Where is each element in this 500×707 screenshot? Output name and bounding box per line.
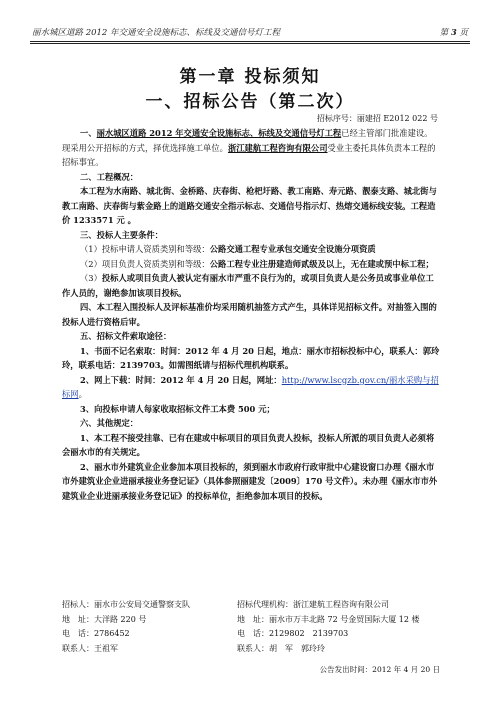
section-5-heading: 五、招标文件索取途径：: [80, 331, 172, 341]
requirement-1: （1）投标申请人资质类别和等级：公路交通工程专业承包交通安全设施分项资质: [80, 244, 376, 254]
owner-address: 大洋路 220 号: [94, 614, 147, 624]
section-3-heading: 三、投标人主要条件：: [80, 229, 163, 240]
project-name: 丽水城区道路 2012 年交通安全设施标志、标线及交通信号灯工程: [96, 128, 342, 138]
section-5-item-1: 1、书面不记名索取：时间：2012 年 4 月 20 日起，地点：丽水市招标投标中心，联系人：郭玲玲，联系电话：2139703。如需图纸请与招标代理机构联系。: [62, 345, 440, 370]
announcement-body: [62, 126, 440, 503]
contact-block: [62, 598, 460, 656]
document-number: 招标序号：丽建招 E2012 022 号: [316, 114, 438, 123]
agency-name: 浙江建航工程咨询有限公司: [227, 142, 328, 153]
download-link[interactable]: http://www.lscgzb.gov.cn/丽水采购与招标网: [62, 374, 439, 399]
section-4: 四、本工程入围投标人及评标基准价均采用随机抽签方式产生，具体详见招标文件。对抽签入围的投标人进行资格后审。: [62, 302, 437, 327]
agent-contact-person: 胡 军 郭玲玲: [269, 643, 325, 653]
header-rule-thin: [30, 43, 470, 44]
chapter-heading: 第一章 投标须知: [179, 67, 321, 87]
section-1: 一、丽水城区道路 2012 年交通安全设施标志、标线及交通信号灯工程已经主管部门批准建设。现采用公开招标的方式，择优选择施工单位。浙江建航工程咨询有限公司受业主委托具体负责本工程的招标事宜。: [62, 128, 436, 167]
section-2-body: 本工程为水南路、城北街、金桥路、庆春街、枪杷圩路、教工南路、寿元路、靓泰支路、城北街与教工南路、庆春街与紫金路上的道路交通安全指示标志、交通信号指示灯、热熔交通标线安装。工程造价 1233571 元 。: [62, 186, 437, 225]
requirement-2: （2）项目负责人资质类别和等级：公路工程专业注册建造师贰级及以上，无在建或预中标工程；: [80, 258, 434, 269]
owner-name: 丽水市公安局交通警察支队: [94, 600, 190, 609]
section-5-item-3: 3、向投标申请人每家收取招标文件工本费 500 元；: [80, 403, 275, 414]
agent-contact: 招标代理机构：浙江建航工程咨询有限公司 地 址：丽水市万丰北路 72 号金贸国际大厦 12 楼 电 话：2129802 2139703 联系人：胡 军 郭玲玲: [237, 600, 420, 653]
owner-contact-person: 王祖军: [94, 643, 118, 653]
section-2-heading: 二、工程概况：: [80, 171, 139, 182]
requirement-3: （3）投标人或项目负责人被认定有丽水市严重不良行为的，或项目负责人是公务员或事业单位工作人员的，谢绝参加该项目投标。: [62, 273, 434, 298]
section-6-heading: 六、其他规定：: [80, 418, 139, 428]
agent-phone: 2129802 2139703: [269, 629, 349, 638]
section-5-item-2: 2、网上下载：时间：2012 年 4 月 20 日起，网址：http://www.lscgzb.gov.cn/丽水采购与招标网。: [62, 374, 439, 399]
page-number: 第 3 页: [439, 28, 468, 38]
agent-address: 丽水市万丰北路 72 号金贸国际大厦 12 楼: [269, 614, 420, 624]
page-title: 一、招标公告（第二次）: [145, 92, 355, 112]
page-header: [32, 26, 468, 38]
section-6-item-1: 1、本工程不接受挂靠、已有在建或中标项目的项目负责人投标，投标人所派的项目负责人必须将会丽水市的有关规定。: [62, 432, 435, 457]
header-rule: [30, 41, 470, 42]
section-6-item-2: 2、丽水市外建筑业企业参加本项目投标的，须到丽水市政府行政审批中心建设窗口办理《丽水市市外建筑业企业进丽承接业务登记证》（具体参照丽建发〔2009〕170 号文件）。未办理《丽水市市外建筑业企业进丽承接业务登记证》的投标单位，拒绝参加本项目的投标。: [62, 461, 438, 501]
owner-contact: 招标人：丽水市公安局交通警察支队 地 址：大洋路 220 号 电 话：2786452 联系人：王祖军: [62, 600, 190, 653]
publication-date: 公告发出时间：2012 年 4 月 20 日: [319, 665, 440, 674]
header-title: 丽水城区道路 2012 年交通安全设施标志、标线及交通信号灯工程: [32, 28, 281, 38]
owner-phone: 2786452: [94, 629, 130, 638]
agent-name: 浙江建航工程咨询有限公司: [293, 600, 389, 609]
